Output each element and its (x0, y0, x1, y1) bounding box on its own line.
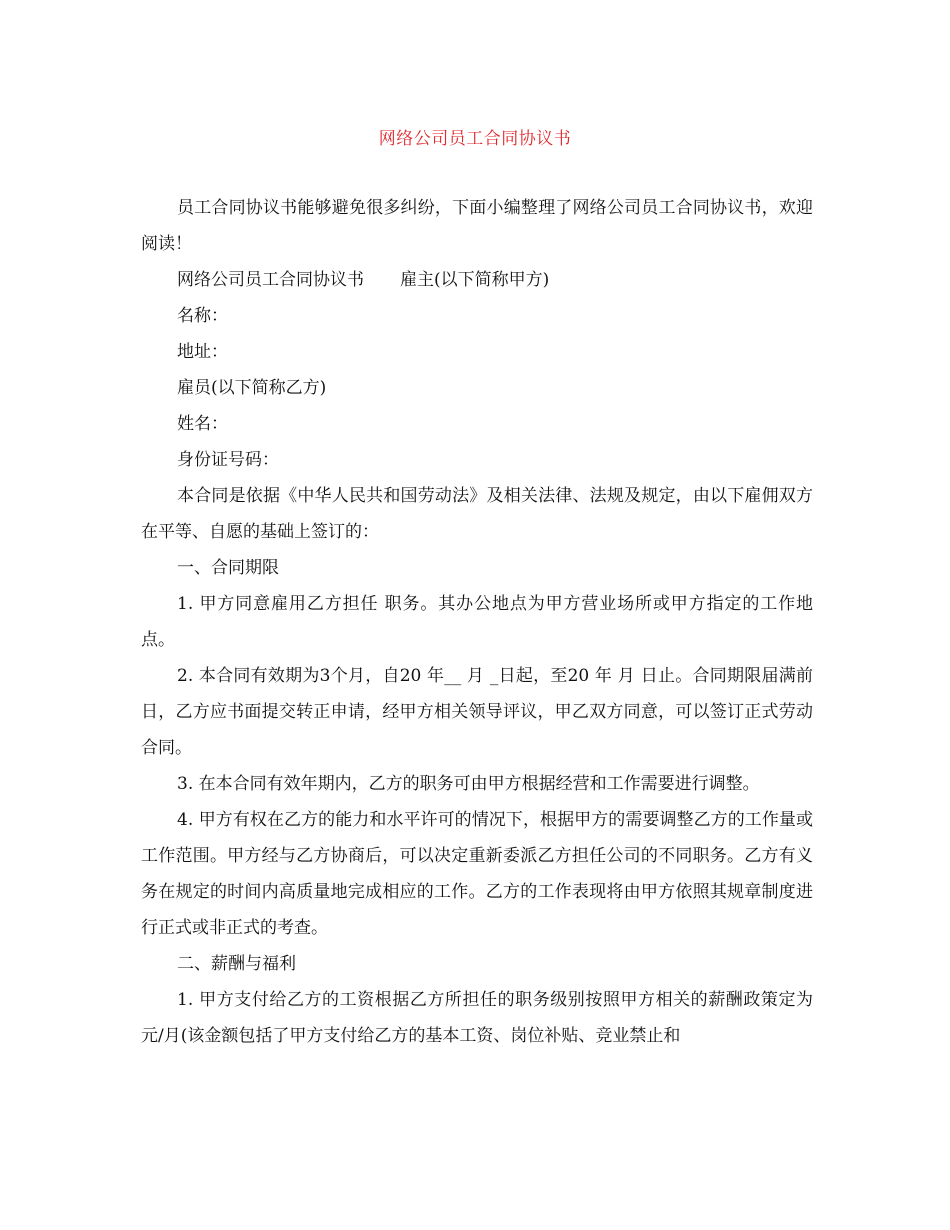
employer-label: 雇主(以下简称甲方) (400, 270, 550, 290)
clause-1-1: 1. 甲方同意雇用乙方担任 职务。其办公地点为甲方营业场所或甲方指定的工作地点。 (141, 594, 813, 650)
contract-name-text: 网络公司员工合同协议书 (177, 270, 364, 290)
id-number-field: 身份证号码： (177, 450, 279, 470)
section-heading-term: 一、合同期限 (177, 558, 279, 578)
clause-2-1: 1. 甲方支付给乙方的工资根据乙方所担任的职务级别按照甲方相关的薪酬政策定为 元/月(该金额包括了甲方支付给乙方的基本工资、岗位补贴、竞业禁止和 (141, 990, 813, 1046)
employer-name-field: 名称： (177, 306, 228, 326)
paragraph-heading-line (141, 262, 813, 298)
employer-address-field: 地址： (177, 342, 228, 362)
employee-label: 雇员(以下简称乙方) (177, 378, 327, 398)
document-body (141, 190, 813, 1054)
employee-name-field: 姓名： (177, 414, 228, 434)
document-title: 网络公司员工合同协议书 (378, 129, 572, 149)
clause-1-3: 3. 在本合同有效年期内，乙方的职务可由甲方根据经营和工作需要进行调整。 (177, 774, 760, 794)
section-heading-salary: 二、薪酬与福利 (177, 954, 296, 974)
paragraph-intro: 员工合同协议书能够避免很多纠纷，下面小编整理了网络公司员工合同协议书，欢迎阅读！ (141, 198, 813, 254)
paragraph-basis: 本合同是依据《中华人民共和国劳动法》及相关法律、法规及规定，由以下雇佣双方在平等、自愿的基础上签订的： (141, 486, 813, 542)
clause-1-4: 4. 甲方有权在乙方的能力和水平许可的情况下，根据甲方的需要调整乙方的工作量或工作范围。甲方经与乙方协商后，可以决定重新委派乙方担任公司的不同职务。乙方有义务在规定的时间内高质量地完成相应的工作。乙方的工作表现将由甲方依照其规章制度进行正式或非正式的考查。 (141, 810, 813, 938)
clause-1-2: 2. 本合同有效期为3个月，自20 年__ 月 _日起，至20 年 月 日止。合同期限届满前 日，乙方应书面提交转正申请，经甲方相关领导评议，甲乙双方同意，可以签订正式劳动合同。 (141, 666, 813, 758)
